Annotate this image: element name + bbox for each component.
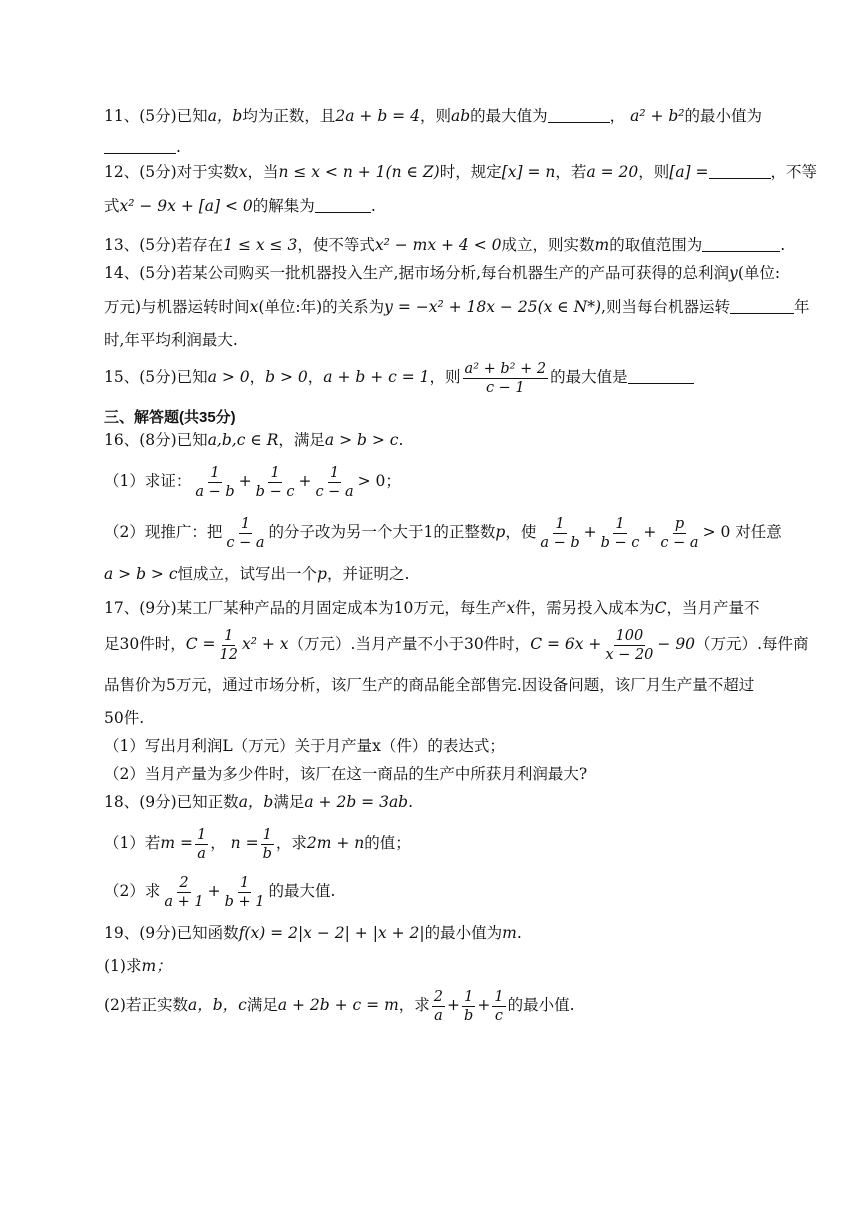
condition: a > b > c: [104, 565, 178, 583]
unit: （万元）: [288, 635, 351, 653]
condition: n ≤ x < n + 1(n ∈ Z): [278, 163, 440, 181]
text: ，求: [398, 996, 430, 1014]
answer-blank[interactable]: [730, 299, 794, 314]
text: > 0 对任意: [702, 523, 782, 541]
problem-17-line3: 品售价为5万元，通过市场分析，该厂生产的商品能全部售完.因设备问题，该厂月生产量不超过: [104, 676, 755, 694]
denominator: c − a: [660, 534, 699, 551]
text: 万元)与机器运转时间: [104, 298, 250, 316]
problem-19-q2: (2)若正实数a，b，c满足a + 2b + c = m，求 $\frac{2}{a}$ + $\frac{1}{b}$ + $\frac{1}{c}$ 的最小值.: [104, 988, 575, 1024]
text: 18、(9分)已知正数: [104, 793, 239, 811]
text: 17、(9分)某工厂某种产品的月固定成本为10万元，每生产: [104, 599, 507, 617]
definition: [x] = n: [501, 163, 556, 181]
text: (1)求: [104, 957, 142, 975]
text: 的最小值为: [684, 107, 763, 125]
text: （1）若: [104, 834, 161, 852]
fraction: [223, 874, 267, 911]
answer-blank[interactable]: [315, 198, 371, 213]
problem-15: 15、(5分)已知a > 0，b > 0，a + b + c = 1，则 $\frac{\text{a² + b² + 2}}{c - 1}$ 的最大值是: [104, 357, 750, 397]
problem-12-line2: 式x² − 9x + [a] < 0的解集为 .: [104, 197, 376, 215]
denominator: b: [464, 1007, 474, 1024]
expr: 2m + n: [306, 834, 365, 852]
text: 的取值范围为: [609, 236, 703, 254]
denominator: c − 1: [485, 379, 525, 396]
text: ，则: [638, 163, 670, 181]
numerator: 1: [197, 826, 207, 843]
condition: a + 2b + c = m: [277, 996, 399, 1014]
text: 的值；: [364, 834, 411, 852]
a-value: a = 20: [586, 163, 639, 181]
numerator: 1: [239, 874, 250, 891]
var-x: x: [249, 298, 259, 316]
fraction: [538, 515, 581, 552]
text: ，则: [419, 107, 451, 125]
text: (单位:年)的关系为: [258, 298, 385, 316]
numerator: 2: [433, 988, 444, 1005]
numerator: p: [674, 515, 685, 532]
text: （2）现推广：把: [104, 523, 223, 541]
set: a,b,c ∈ R: [207, 431, 279, 449]
condition: a + 2b = 3ab: [304, 793, 409, 811]
denominator: b − c: [255, 483, 295, 500]
problem-14-line2: [104, 296, 810, 318]
numerator: 1: [270, 464, 280, 481]
text: ，当月产量不: [666, 599, 760, 617]
answer-blank[interactable]: [548, 108, 610, 123]
question: [a] =: [669, 163, 709, 181]
problem-14-line3: [104, 329, 750, 351]
denominator: c − a: [315, 483, 354, 500]
fraction: [432, 988, 445, 1025]
numerator: 2: [179, 874, 189, 891]
text: > 0；: [357, 472, 401, 490]
problem-18-q2: （2）求 $\frac{2}{a + 1}$ + $\frac{1}{b + 1}$ 的最大值.: [104, 874, 336, 910]
text: 的最大值为: [470, 107, 548, 125]
text: 的最大值.: [268, 882, 336, 900]
text: （2）求: [104, 882, 161, 900]
problem-11-line1: 11、(5分)已知a，b均为正数，且2a + b = 4，则ab的最大值为 ， a² + b²的最小值为: [104, 107, 763, 125]
condition: a > 0: [207, 368, 250, 386]
text: 的解集为: [252, 197, 315, 215]
text: 14、(5分)若某公司购买一批机器投入生产,据市场分析,每台机器生产的产品可获得的总利润: [104, 264, 730, 282]
fraction: [603, 627, 655, 664]
problem-11-line2: .: [104, 136, 750, 158]
fraction: [254, 464, 297, 501]
vars: a，b: [238, 793, 274, 811]
denominator: a + 1: [164, 893, 204, 910]
problem-16-part1: （1）求证： $\frac{1}{a - b}$ + $\frac{1}{b - c}$ + $\frac{1}{c - a}$ > 0；: [104, 464, 401, 500]
fraction: [195, 826, 208, 863]
fraction: [261, 826, 274, 863]
text: 时,年平均利润最大.: [104, 331, 238, 349]
fraction: [492, 988, 505, 1025]
text: ，若: [555, 163, 587, 181]
text: ，则: [429, 368, 461, 386]
fraction: [463, 360, 549, 397]
var-y: y: [729, 264, 738, 282]
condition: 2a + b = 4: [335, 107, 420, 125]
var-ab: ab: [450, 107, 471, 125]
text: 满足: [246, 996, 278, 1014]
answer-blank[interactable]: [628, 369, 694, 384]
text: 13、(5分)若存在: [104, 236, 224, 254]
section-title: 三、解答题(共35分): [104, 409, 236, 426]
numerator: 1: [555, 515, 565, 532]
fraction: [218, 627, 240, 664]
denominator: a − b: [540, 534, 580, 551]
text: ，使: [505, 523, 537, 541]
text: 15、(5分)已知: [104, 368, 208, 386]
text: 的最大值是: [550, 368, 628, 386]
text: ,则当每台机器运转: [601, 298, 730, 316]
problem-17-line2: [104, 624, 809, 664]
numerator: 1: [210, 464, 220, 481]
text: 件，需另投入成本为: [515, 599, 655, 617]
text: 均为正数，且: [242, 107, 336, 125]
inequality: x² − 9x + [a] < 0: [119, 197, 253, 215]
condition: b > 0: [265, 368, 308, 386]
vars: a，b: [207, 107, 243, 125]
denominator: 12: [219, 646, 238, 663]
numerator: 1: [240, 515, 251, 532]
domain: (x ∈ N*): [537, 298, 602, 316]
expr: x² + x: [241, 635, 289, 653]
problem-19-head: 19、(9分)已知函数f(x) = 2|x − 2| + |x + 2|的最小值为m.: [104, 924, 522, 942]
var-x: x: [506, 599, 516, 617]
denominator: b: [262, 845, 272, 862]
problem-17-q1: （1）写出月利润L（万元）关于月产量x（件）的表达式；: [104, 737, 505, 755]
denominator: a − b: [195, 483, 235, 500]
denominator: b − c: [600, 534, 640, 551]
numerator: 1: [224, 627, 234, 644]
expr: − 90: [657, 635, 696, 653]
fraction: [193, 464, 236, 501]
text: (单位:: [737, 264, 781, 282]
text: (2)若正实数: [104, 996, 188, 1014]
equation: y = −x² + 18x − 25: [384, 298, 538, 316]
problem-17-line1: [104, 597, 760, 619]
text: 的分子改为另一个大于1的正整数: [268, 523, 496, 541]
text: 时，规定: [439, 163, 502, 181]
text: ，使不等式: [297, 236, 375, 254]
denominator: b + 1: [224, 893, 265, 910]
fraction: [224, 515, 266, 552]
text: ，满足: [278, 431, 325, 449]
problem-18-q1: （1）若m = $\frac{1}{a}$ ， n = $\frac{1}{b}$ ，求2m + n的值；: [104, 826, 411, 862]
fraction: [462, 988, 475, 1025]
unit: （万元）: [695, 635, 758, 653]
text: ，不等: [770, 163, 818, 181]
condition: a + b + c = 1: [323, 368, 430, 386]
problem-13: 13、(5分)若存在1 ≤ x ≤ 3，使不等式x² − mx + 4 < 0成立，则实数m的取值范围为 .: [104, 236, 786, 254]
problem-16-part2: （2）现推广：把 $\frac{1}{c - a}$ 的分子改为另一个大于1的正整数p，使 $\frac{1}{a - b}$ + $\frac{1}{b - c}$ + $\frac{p}{c - a}$ > 0 对任意: [104, 515, 782, 551]
numerator: 1: [615, 515, 625, 532]
var-m: m；: [141, 957, 172, 975]
problem-16-part2-line2: [104, 563, 750, 585]
text: 12、(5分)对于实数: [104, 163, 239, 181]
denominator: c: [494, 1007, 503, 1024]
text: 年: [793, 298, 810, 316]
fraction: [599, 515, 642, 552]
text: ，当: [247, 163, 279, 181]
var-p: p: [317, 565, 327, 583]
fraction: [162, 874, 205, 911]
text: 式: [104, 197, 120, 215]
text: 16、(8分)已知: [104, 431, 208, 449]
problem-17-q2: （2）当月产量为多少件时，该厂在这一商品的生产中所获月利润最大?: [104, 765, 588, 783]
answer-blank[interactable]: [702, 237, 780, 252]
numerator: 100: [615, 627, 644, 644]
range: 1 ≤ x ≤ 3: [223, 236, 298, 254]
equation: C = 6x +: [530, 635, 602, 653]
text: （1）求证：: [104, 472, 192, 490]
problem-17-line4: 50件.: [104, 709, 145, 727]
text: ，求: [275, 834, 307, 852]
inequality: x² − mx + 4 < 0: [374, 236, 502, 254]
problem-11-head: 11、(5分)已知: [104, 107, 208, 125]
denominator: a: [434, 1007, 443, 1024]
text: 成立，则实数: [501, 236, 595, 254]
text: .当月产量不小于30件时，: [350, 635, 531, 653]
text: .每件商: [757, 635, 809, 653]
text: 足30件时，: [104, 635, 186, 653]
denominator: a: [197, 845, 206, 862]
text: 的最小值.: [507, 996, 575, 1014]
var-x: x: [238, 163, 248, 181]
text: 满足: [273, 793, 305, 811]
var-m: m: [502, 924, 517, 942]
fraction: [313, 464, 355, 501]
var-c: C: [654, 599, 667, 617]
denominator: c − a: [226, 534, 265, 551]
function: f(x) = 2|x − 2| + |x + 2|: [238, 924, 425, 942]
text: 的最小值为: [424, 924, 503, 942]
numerator: 1: [494, 988, 504, 1005]
condition: a > b > c: [324, 431, 399, 449]
text: 恒成立，试写出一个: [177, 565, 318, 583]
numerator: 1: [329, 464, 340, 481]
numerator: 1: [464, 988, 474, 1005]
text: 19、(9分)已知函数: [104, 924, 239, 942]
problem-19-q1: [104, 955, 750, 977]
var-m: m: [594, 236, 610, 254]
numerator: a² + b² + 2: [464, 360, 547, 377]
problem-18-head: 18、(9分)已知正数a，b满足a + 2b = 3ab.: [104, 793, 414, 811]
fraction: [658, 515, 700, 552]
problem-12-line1: [104, 161, 818, 183]
answer-blank[interactable]: [709, 164, 771, 179]
text: ，并证明之.: [326, 565, 410, 583]
vars: a，b，c: [187, 996, 247, 1014]
var-p: p: [495, 523, 506, 541]
problem-16-head: 16、(8分)已知a,b,c ∈ R，满足a > b > c.: [104, 431, 404, 449]
equation: n =: [230, 834, 259, 852]
answer-blank[interactable]: [104, 139, 176, 154]
expr: a² + b²: [630, 107, 685, 125]
numerator: 1: [262, 826, 272, 843]
equation: C =: [185, 635, 216, 653]
equation: m =: [160, 834, 193, 852]
problem-14-line1: [104, 262, 781, 284]
denominator: x − 20: [605, 646, 654, 663]
